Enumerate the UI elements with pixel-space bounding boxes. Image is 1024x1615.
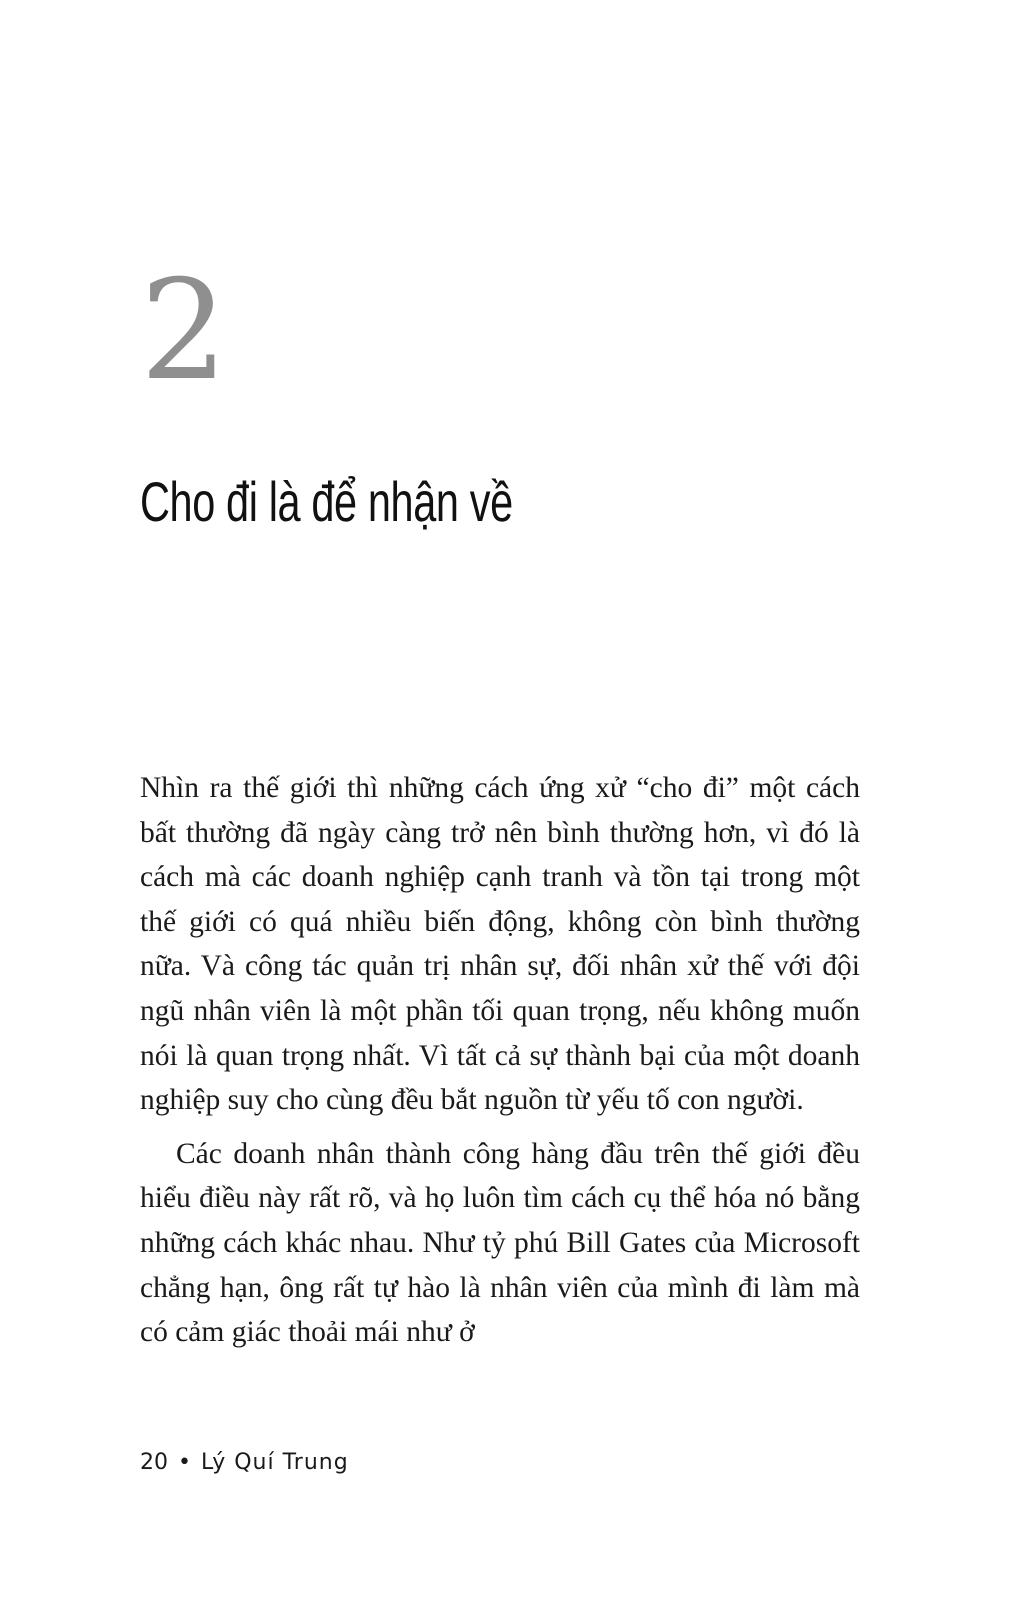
footer-separator: •	[178, 1450, 191, 1475]
chapter-number: 2	[140, 250, 228, 411]
author-name: Lý Quí Trung	[200, 1450, 349, 1475]
page-footer	[140, 1452, 349, 1474]
chapter-title: Cho đi là để nhận về	[140, 470, 513, 533]
page-number: 20	[140, 1450, 168, 1475]
body-text	[140, 766, 860, 1355]
paragraph: Nhìn ra thế giới thì những cách ứng xử “cho đi” một cách bất thường đã ngày càng trở nên bình thường hơn, vì đó là cách mà các doanh nghiệp cạnh tranh và tồn tại trong một thế giới có quá nhiều biến động, không còn bình thường nữa. Và công tác quản trị nhân sự, đối nhân xử thế với đội ngũ nhân viên là một phần tối quan trọng, nếu không muốn nói là quan trọng nhất. Vì tất cả sự thành bại của một doanh nghiệp suy cho cùng đều bắt nguồn từ yếu tố con người.	[140, 772, 860, 1117]
paragraph: Các doanh nhân thành công hàng đầu trên thế giới đều hiểu điều này rất rõ, và họ luôn tìm cách cụ thể hóa nó bằng những cách khác nhau. Như tỷ phú Bill Gates của Microsoft chẳng hạn, ông rất tự hào là nhân viên của mình đi làm mà có cảm giác thoải mái như ở	[140, 1137, 860, 1349]
